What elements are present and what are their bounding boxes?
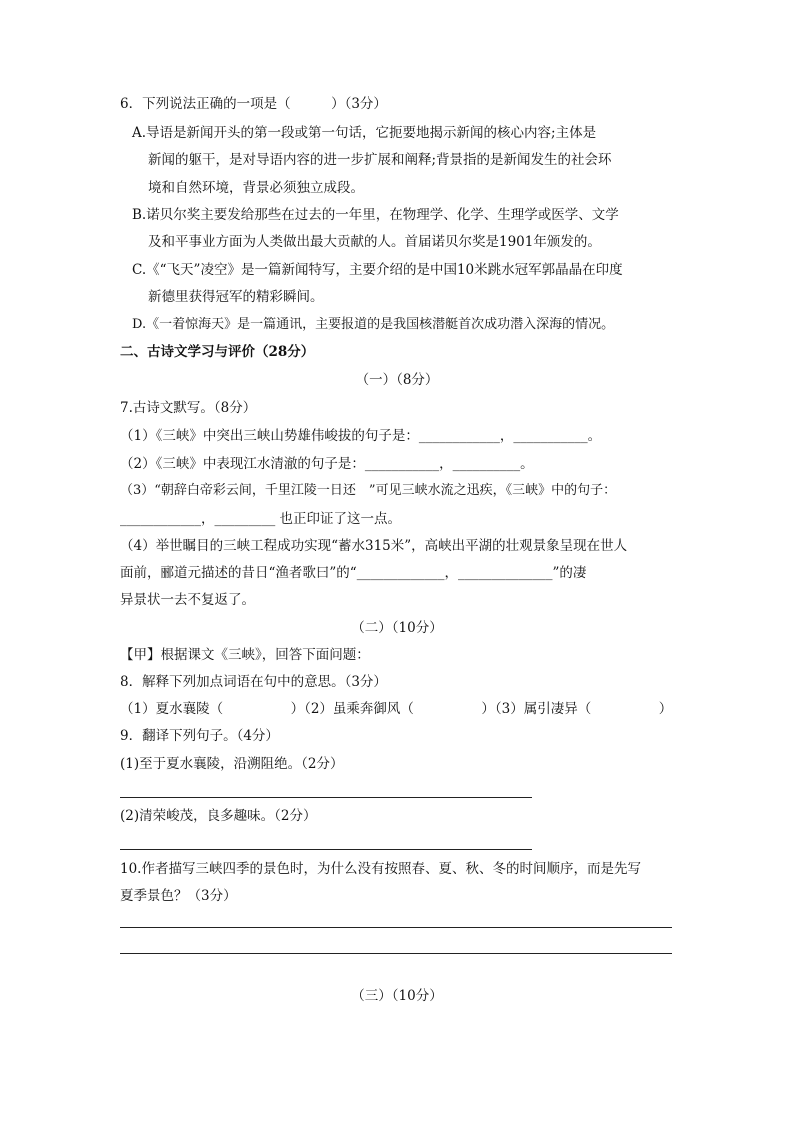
q7-item-1: （1）《三峡》中突出三峡山势雄伟峻拔的句子是：____________，___________。: [120, 428, 602, 444]
q7-item-4-line2: 面前，郦道元描述的昔日“渔者歌曰”的“_____________，______________”的凄: [120, 565, 587, 581]
part2-heading: （二）（10分）: [351, 620, 443, 636]
part3-heading: （三）（10分）: [351, 988, 443, 1004]
q6-option-d: D.《一着惊海天》是一篇通讯，主要报道的是我国核潜艇首次成功潜入深海的情况。: [132, 317, 615, 332]
q7-item-3-line1: （3）“朝辞白帝彩云间，千里江陵一日还 ”可见三峡水流之迅疾，《三峡》中的句子：: [120, 483, 617, 498]
q7-item-4-line1: （4）举世瞩目的三峡工程成功实现“蓄水315米”，高峡出平湖的壮观景象呈现在世人: [120, 538, 628, 554]
q8-stem: 8．解释下列加点词语在句中的意思。（3分）: [120, 674, 387, 690]
q9-1-answer-line[interactable]: [120, 797, 532, 798]
q10-line1: 10.作者描写三峡四季的景色时，为什么没有按照春、夏、秋、冬的时间顺序，而是先写: [120, 861, 641, 877]
q9-item-2: (2)清荣峻茂，良多趣味。（2分）: [120, 808, 317, 824]
q9-item-1: (1)至于夏水襄陵，沿溯阻绝。（2分）: [120, 756, 344, 772]
q8-items: （1）夏水襄陵（ ）（2）虽乘奔御风（ ）（3）属引凄异（ ）: [120, 701, 673, 717]
q7-stem: 7.古诗文默写。（8分）: [120, 400, 257, 416]
q7-item-2: （2）《三峡》中表现江水清澈的句子是：___________，__________。: [120, 456, 534, 472]
q6-option-a-line3: 境和自然环境，背景必须独立成段。: [148, 180, 364, 196]
q7-item-3-line2: ____________，_________ 也正印证了这一点。: [120, 511, 402, 527]
q6-option-c-line2: 新德里获得冠军的精彩瞬间。: [148, 289, 324, 305]
q10-answer-line-1[interactable]: [120, 927, 672, 928]
q10-line2: 夏季景色？（3分）: [120, 888, 237, 904]
jia-instruction: 【甲】根据课文《三峡》，回答下面问题：: [120, 647, 370, 663]
part1-heading: （一）（8分）: [355, 372, 439, 388]
q6-stem: 6．下列说法正确的一项是（ ）（3分）: [120, 96, 387, 112]
q6-option-c-line1: C.《“飞天”凌空》是一篇新闻特写，主要介绍的是中国10米跳水冠军郭晶晶在印度: [132, 262, 623, 278]
q6-option-a-line2: 新闻的躯干，是对导语内容的进一步扩展和阐释;背景指的是新闻发生的社会环: [148, 152, 612, 168]
q6-option-b-line2: 及和平事业方面为人类做出最大贡献的人。首届诺贝尔奖是1901年颁发的。: [148, 234, 601, 250]
q7-item-4-line3: 异景状一去不复返了。: [120, 592, 255, 608]
q9-2-answer-line[interactable]: [120, 849, 532, 850]
q9-stem: 9．翻译下列句子。（4分）: [120, 728, 279, 744]
q6-option-b-line1: B.诺贝尔奖主要发给那些在过去的一年里，在物理学、化学、生理学或医学、文学: [132, 207, 619, 223]
q6-option-a-line1: A.导语是新闻开头的第一段或第一句话，它扼要地揭示新闻的核心内容;主体是: [132, 125, 597, 141]
section2-heading: 二、古诗文学习与评价（28分）: [120, 344, 315, 360]
q10-answer-line-2[interactable]: [120, 953, 672, 954]
